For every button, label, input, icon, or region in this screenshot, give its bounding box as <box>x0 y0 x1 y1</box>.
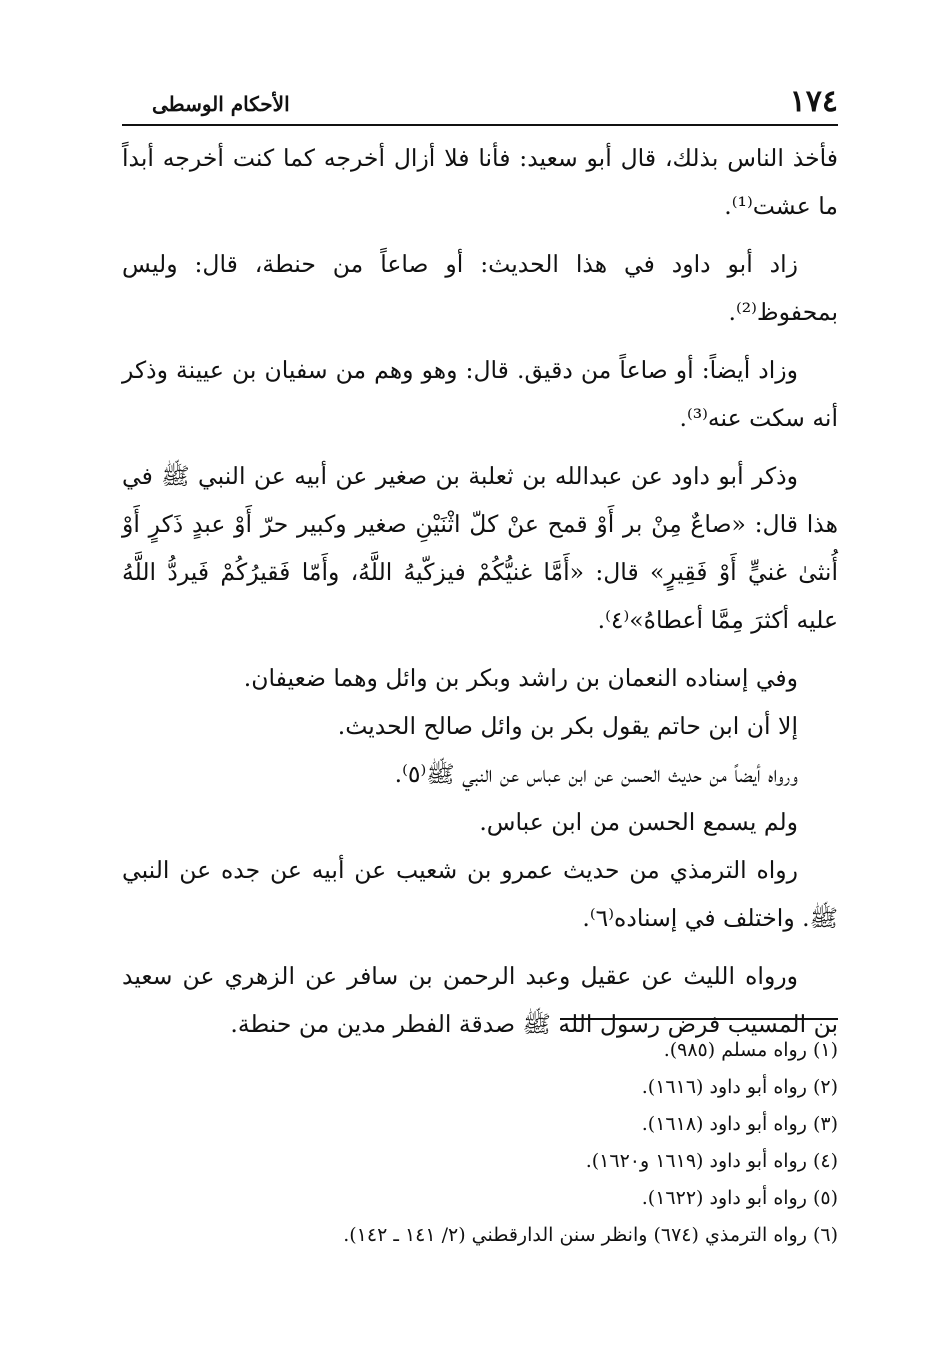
paragraph: فأخذ الناس بذلك، قال أبو سعيد: فأنا فلا أزال أخرجه كما كنت أخرجه أبداً ما عشت⁽¹⁾. <box>122 144 838 220</box>
main-text <box>122 134 838 1058</box>
paragraph: وذكر أبو داود عن عبدالله بن ثعلبة بن صغير عن أبيه عن النبي ﷺ في هذا قال: «صاعٌ مِنْ بر أَوْ قمح عنْ كلّ اثْنَيْنِ صغير وكبير حرّ أَوْ عبدٍ ذَكرٍ أَوْ أُنثىٰ غنيٍّ أَوْ فَقِيرٍ» قال: «أَمَّا غنيُّكُمْ فيزكّيهُ اللَّهُ، وأَمّا فَقيرُكُمْ فَيردُّ اللَّهُ عليه أكثرَ مِمَّا أعطاهُ»⁽٤⁾. <box>122 462 838 634</box>
paragraph: زاد أبو داود في هذا الحديث: أو صاعاً من حنطة، قال: وليس بمحفوظ⁽²⁾. <box>122 250 838 326</box>
page-header <box>122 84 838 126</box>
paragraph: وفي إسناده النعمان بن راشد وبكر بن وائل وهما ضعيفان. <box>243 664 798 692</box>
paragraph: إلا أن ابن حاتم يقول بكر بن وائل صالح الحديث. <box>337 712 798 740</box>
paragraph: رواه الترمذي من حديث عمرو بن شعيب عن أبيه عن جده عن النبي ﷺ. واختلف في إسناده⁽٦⁾. <box>122 856 838 932</box>
footnote: (٣) رواه أبو داود (١٦١٨). <box>641 1113 838 1135</box>
footnotes <box>122 1032 838 1254</box>
book-title: الأحكام الوسطى <box>152 92 290 116</box>
footnote-separator <box>560 1018 838 1020</box>
footnote: (٤) رواه أبو داود (١٦١٩ و١٦٢٠). <box>585 1150 838 1172</box>
paragraph: وزاد أيضاً: أو صاعاً من دقيق. قال: وهو وهم من سفيان بن عيينة وذكر أنه سكت عنه⁽³⁾. <box>122 356 838 432</box>
footnote: (٥) رواه أبو داود (١٦٢٢). <box>641 1187 838 1209</box>
paragraph: ولم يسمع الحسن من ابن عباس. <box>479 808 798 836</box>
footnote: (٦) رواه الترمذي (٦٧٤) وانظر سنن الدارقطني (٢/ ١٤١ ـ ١٤٢). <box>343 1224 838 1246</box>
paragraph: ورواه الليث عن عقيل وعبد الرحمن بن سافر عن الزهري عن سعيد بن المسيب فرض رسول الله ﷺ صدقة الفطر مدين من حنطة. <box>122 962 838 1038</box>
paragraph: ورواه أيضاً من حديث الحسن عن ابن عباس عن النبي ﷺ⁽٥⁾. <box>394 760 798 788</box>
footnote: (١) رواه مسلم (٩٨٥). <box>663 1039 838 1061</box>
page-number: ١٧٤ <box>789 84 838 119</box>
footnote: (٢) رواه أبو داود (١٦١٦). <box>641 1076 838 1098</box>
